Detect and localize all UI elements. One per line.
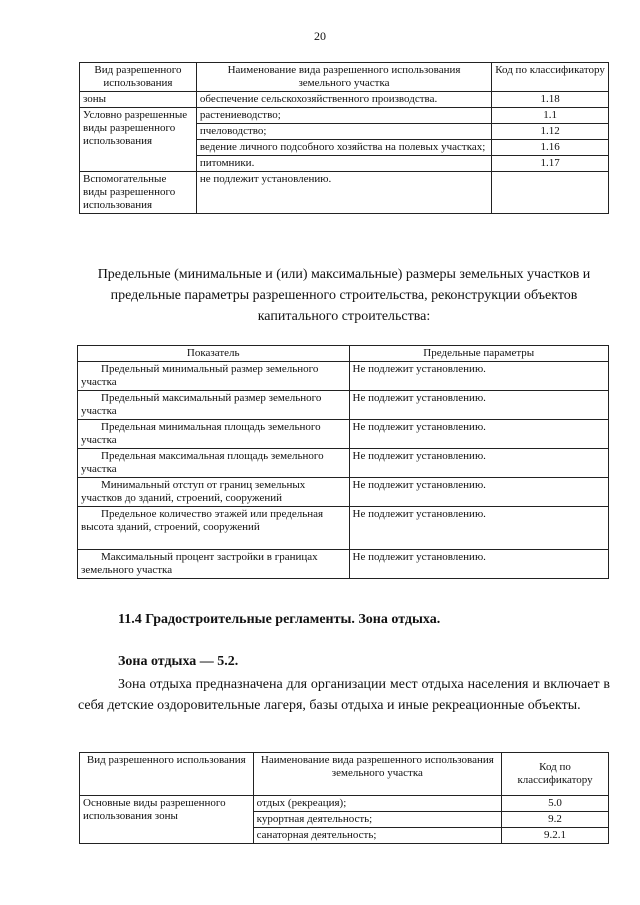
usage-type-cell: Вспомогательные виды разрешенного использования [80, 172, 197, 214]
table-row [80, 172, 609, 214]
section-heading: 11.4 Градостроительные регламенты. Зона отдыха. [118, 612, 441, 627]
code-cell: 1.16 [492, 140, 609, 156]
zone-usage-table [79, 62, 609, 214]
header-indicator: Показатель [78, 346, 350, 362]
table-row [78, 420, 609, 449]
indicator-cell: Предельная минимальная площадь земельного участка [78, 420, 350, 449]
usage-type-cell: Основные виды разрешенного использования зоны [80, 796, 254, 844]
parameter-cell: Не подлежит установлению. [349, 391, 609, 420]
usage-name-cell: курортная деятельность; [253, 812, 501, 828]
recreation-usage-table [79, 752, 609, 844]
code-cell: 9.2.1 [502, 828, 609, 844]
parameter-cell: Не подлежит установлению. [349, 362, 609, 391]
parameter-cell: Не подлежит установлению. [349, 478, 609, 507]
table-header-row [80, 63, 609, 92]
table-row [80, 108, 609, 124]
usage-name-cell: не подлежит установлению. [196, 172, 491, 214]
code-cell: 1.1 [492, 108, 609, 124]
code-cell: 1.18 [492, 92, 609, 108]
parameter-cell: Не подлежит установлению. [349, 507, 609, 550]
indicator-cell: Максимальный процент застройки в границах земельного участка [78, 550, 350, 579]
parameter-cell: Не подлежит установлению. [349, 550, 609, 579]
limits-table [77, 345, 609, 579]
indicator-cell: Предельный минимальный размер земельного участка [78, 362, 350, 391]
header-classifier-code: Код по классификатору [502, 753, 609, 796]
code-cell: 5.0 [502, 796, 609, 812]
table-row [78, 449, 609, 478]
usage-name-cell: отдых (рекреация); [253, 796, 501, 812]
indicator-cell: Минимальный отступ от границ земельных участков до зданий, строений, сооружений [78, 478, 350, 507]
header-usage-name: Наименование вида разрешенного использования земельного участка [196, 63, 491, 92]
header-usage-type: Вид разрешенного использования [80, 63, 197, 92]
table-row [78, 550, 609, 579]
code-cell: 1.17 [492, 156, 609, 172]
table-row [78, 507, 609, 550]
table-row [80, 796, 609, 812]
header-usage-type: Вид разрешенного использования [80, 753, 254, 796]
header-classifier-code: Код по классификатору [492, 63, 609, 92]
zone-subheading: Зона отдыха — 5.2. [118, 654, 239, 669]
indicator-cell: Предельная максимальная площадь земельного участка [78, 449, 350, 478]
indicator-cell: Предельное количество этажей или предельная высота зданий, строений, сооружений [78, 507, 350, 550]
usage-name-cell: питомники. [196, 156, 491, 172]
table-header-row [78, 346, 609, 362]
usage-name-cell: санаторная деятельность; [253, 828, 501, 844]
zone-description: Зона отдыха предназначена для организации мест отдыха населения и включает в себя детские оздоровительные лагеря, базы отдыха и иные рекреационные объекты. [78, 677, 610, 713]
usage-name-cell: растениеводство; [196, 108, 491, 124]
limits-paragraph: Предельные (минимальные и (или) максимальные) размеры земельных участков и предельные параметры разрешенного строительства, реконструкции объектов капитального строительства: [97, 267, 591, 324]
parameter-cell: Не подлежит установлению. [349, 449, 609, 478]
usage-name-cell: ведение личного подсобного хозяйства на полевых участках; [196, 140, 491, 156]
parameter-cell: Не подлежит установлению. [349, 420, 609, 449]
usage-name-cell: пчеловодство; [196, 124, 491, 140]
table-header-row [80, 753, 609, 796]
usage-name-cell: обеспечение сельскохозяйственного производства. [196, 92, 491, 108]
code-cell [492, 172, 609, 214]
usage-type-cell: зоны [80, 92, 197, 108]
code-cell: 1.12 [492, 124, 609, 140]
code-cell: 9.2 [502, 812, 609, 828]
table-row [78, 478, 609, 507]
page-number: 20 [314, 29, 326, 43]
header-parameters: Предельные параметры [349, 346, 609, 362]
table-row [80, 92, 609, 108]
indicator-cell: Предельный максимальный размер земельного участка [78, 391, 350, 420]
header-usage-name: Наименование вида разрешенного использования земельного участка [253, 753, 501, 796]
usage-type-cell: Условно разрешенные виды разрешенного использования [80, 108, 197, 172]
table-row [78, 362, 609, 391]
table-row [78, 391, 609, 420]
